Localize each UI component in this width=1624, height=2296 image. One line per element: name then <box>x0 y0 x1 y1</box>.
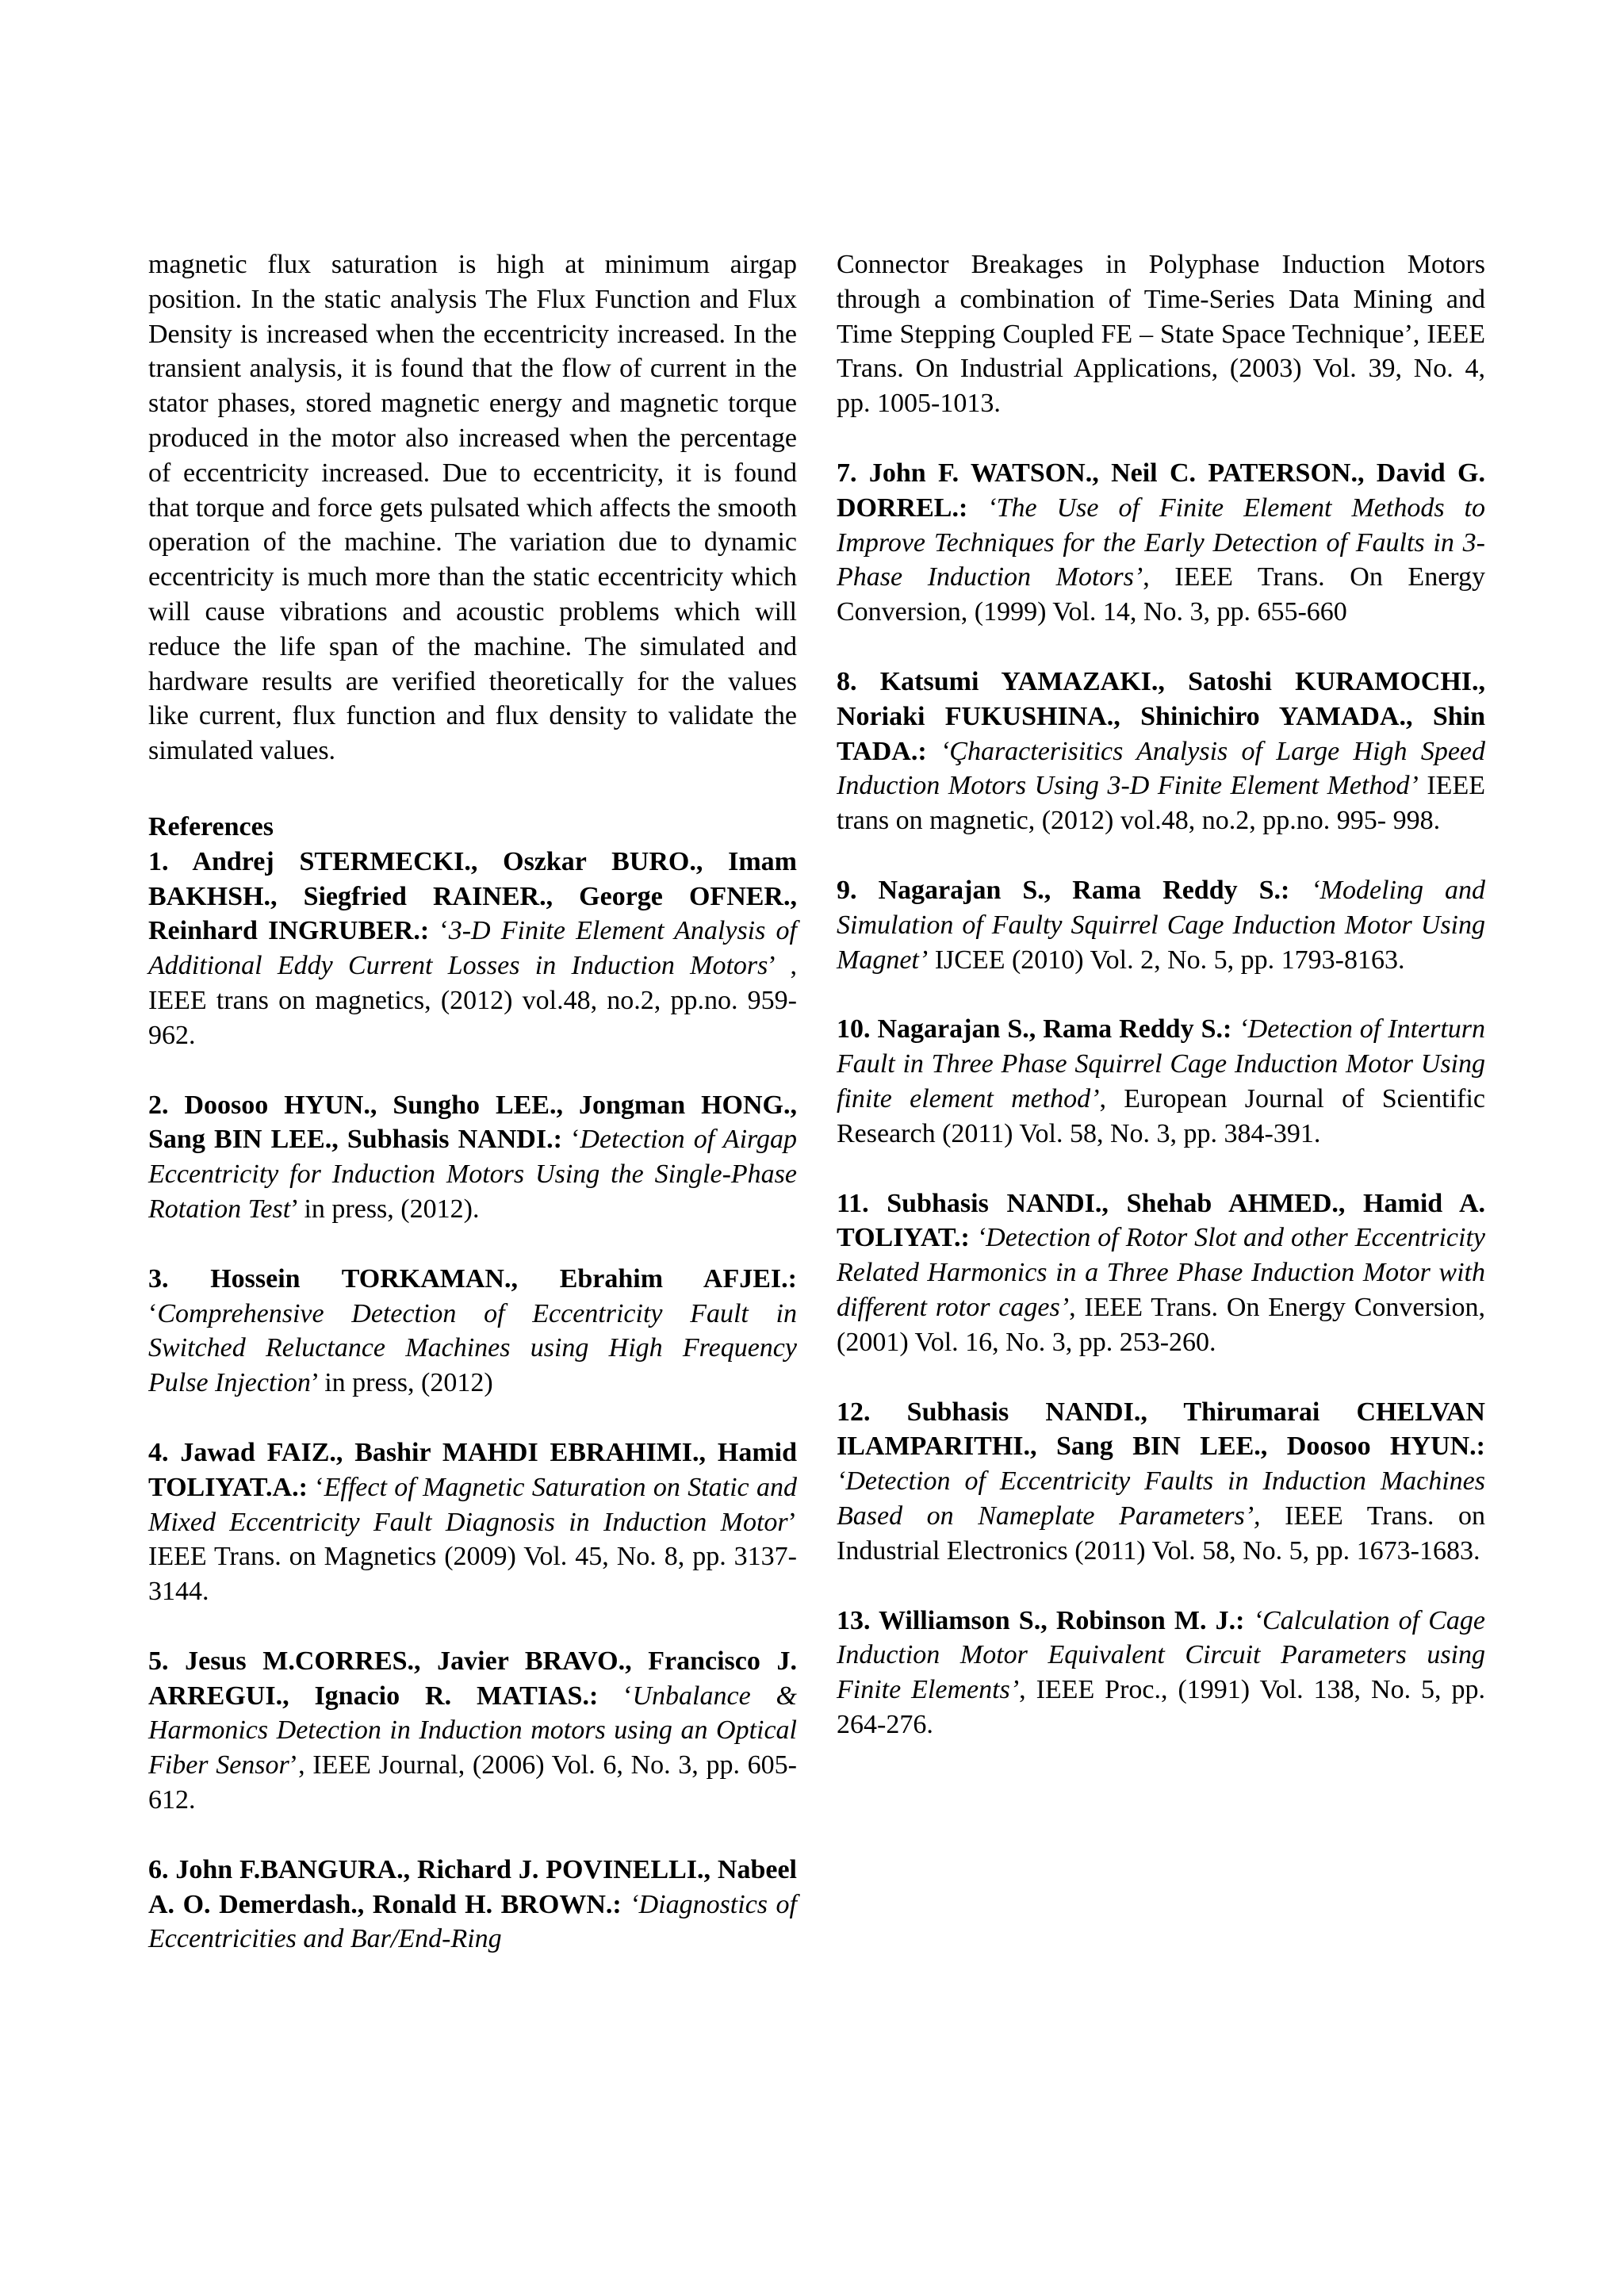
reference-list-right <box>837 456 1485 1742</box>
reference-item <box>837 1186 1485 1360</box>
reference-title: ‘Detection of Rotor Slot and other Eccentricity Related Harmonics in a Three Phase Induction Motor with different rotor cages’ <box>837 1223 1486 1322</box>
reference-item <box>148 1644 797 1818</box>
reference-authors: 4. Jawad FAIZ., Bashir MAHDI EBRAHIMI., Hamid TOLIYAT.A.: <box>148 1437 797 1502</box>
reference-authors: 12. Subhasis NANDI., Thirumarai CHELVAN ILAMPARITHI., Sang BIN LEE., Doosoo HYUN.: <box>837 1397 1485 1462</box>
reference-punct <box>927 737 940 766</box>
reference-item <box>148 845 797 1053</box>
reference-source: ’, IEEE Trans. On Industrial Applications, (2003) Vol. 39, No. 4, pp. 1005-1013. <box>837 319 1486 419</box>
reference-source: ’ in press, (2012). <box>290 1194 480 1224</box>
reference-punct: ‘ <box>598 1681 633 1711</box>
conclusion-paragraph: magnetic flux saturation is high at minimum airgap position. In the static analysis The Flux Function and Flux Density is increased when the eccentricity increased. In the transient analysis, it is found that the flow of current in the stator phases, stored magnetic energy and magnetic torque produced in the motor also increased when the percentage of eccentricity increased. Due to eccentricity, it is found that torque and force gets pulsated which affects the smooth operation of the machine. The variation due to dynamic eccentricity is much more than the static eccentricity which will cause vibrations and acoustic problems which will reduce the life span of the machine. The simulated and hardware results are verified theoretically for the values like current, flux function and flux density to validate the simulated values. <box>148 250 797 766</box>
reference-source: ’ IEEE Trans. on Magnetics (2009) Vol. 45, No. 8, pp. 3137- 3144. <box>148 1507 797 1607</box>
reference-item <box>837 1604 1485 1742</box>
reference-source: IEEE Trans. on Industrial Electronics (2011) Vol. 58, No. 5, pp. 1673-1683. <box>837 1501 1485 1566</box>
reference-source: , IEEE Trans. On Energy Conversion, (1999) Vol. 14, No. 3, pp. 655-660 <box>837 562 1485 627</box>
reference-continuation <box>837 247 1485 421</box>
reference-authors: 13. Williamson S., Robinson M. J.: <box>837 1605 1245 1635</box>
reference-authors: 8. Katsumi YAMAZAKI., Satoshi KURAMOCHI., Noriaki FUKUSHINA., Shinichiro YAMADA., Shin TADA.: <box>837 666 1485 766</box>
references-heading: References <box>148 811 274 841</box>
reference-item <box>837 1012 1485 1151</box>
reference-authors: 2. Doosoo HYUN., Sungho LEE., Jongman HONG., Sang BIN LEE., Subhasis NANDI.: <box>148 1090 797 1155</box>
reference-title: Detection of Airgap Eccentricity for Induction Motors Using the Single-Phase Rotation Test <box>148 1125 797 1224</box>
reference-punct <box>1289 876 1311 905</box>
reference-source: , IEEE Proc., (1991) Vol. 138, No. 5, pp. 264-276. <box>837 1675 1485 1739</box>
reference-authors: 7. John F. WATSON., Neil C. PATERSON., David G. DORREL.: <box>837 458 1485 523</box>
reference-item <box>837 873 1485 977</box>
reference-punct <box>622 1890 630 1919</box>
reference-item <box>837 1395 1485 1569</box>
reference-punct <box>970 1223 977 1252</box>
reference-source: ’ in press, (2012) <box>310 1368 493 1398</box>
reference-item <box>837 665 1485 838</box>
reference-title: Unbalance & Harmonics Detection in Induction motors using an Optical Fiber Sensor <box>148 1681 797 1780</box>
reference-punct: ‘ <box>429 916 449 946</box>
reference-item <box>148 1435 797 1609</box>
reference-authors: 9. Nagarajan S., Rama Reddy S.: <box>837 875 1290 905</box>
reference-item <box>148 1088 797 1227</box>
reference-punct: ‘ <box>148 1298 158 1328</box>
reference-authors: 6. John F.BANGURA., Richard J. POVINELLI., Nabeel A. O. Demerdash., Ronald H. BROWN.: <box>148 1854 797 1919</box>
reference-source: , IEEE Trans. On Energy Conversion, (2001) Vol. 16, No. 3, pp. 253-260. <box>837 1292 1486 1357</box>
right-column <box>837 247 1485 1777</box>
reference-title: ‘Diagnostics of Eccentricities and Bar/End-Ring <box>148 1889 798 1954</box>
reference-item <box>148 1262 797 1401</box>
reference-title: ‘The Use of Finite Element Methods to Improve Techniques for the Early Detection of Faults in 3-Phase Induction Motors’ <box>837 493 1486 592</box>
reference-source: , European Journal of Scientific Research (2011) Vol. 58, No. 3, pp. 384-391. <box>837 1083 1485 1148</box>
reference-title: ‘Modeling and Simulation of Faulty Squirrel Cage Induction Motor Using Magnet’ <box>837 875 1485 975</box>
reference-title: Effect of Magnetic Saturation on Static and Mixed Eccentricity Fault Diagnosis in Induction Motor <box>148 1472 797 1537</box>
reference-source: ’, IEEE Journal, (2006) Vol. 6, No. 3, pp. 605-612. <box>148 1750 797 1815</box>
reference-title: ‘Detection of Eccentricity Faults in Induction Machines Based on Nameplate Parameters’, <box>837 1466 1485 1531</box>
reference-authors: 11. Subhasis NANDI., Shehab AHMED., Hamid A. TOLIYAT.: <box>837 1188 1485 1253</box>
reference-title: ‘Detection of Interturn Fault in Three Phase Squirrel Cage Induction Motor Using finite element method’ <box>837 1014 1486 1114</box>
reference-source: ’ , IEEE trans on magnetics, (2012) vol.48, no.2, pp.no. 959- 962. <box>148 951 797 1050</box>
reference-punct <box>1231 1014 1239 1044</box>
reference-authors: 3. Hossein TORKAMAN., Ebrahim AFJEI.: <box>148 1263 797 1294</box>
left-column <box>148 247 797 1957</box>
reference-authors: 10. Nagarajan S., Rama Reddy S.: <box>837 1014 1232 1045</box>
reference-title: ‘Çharacterisitics Analysis of Large High Speed Induction Motors Using 3-D Finite Element Method’ <box>837 736 1485 801</box>
reference-title: 3-D Finite Element Analysis of Additional Eddy Current Losses in Induction Motors <box>148 916 797 981</box>
reference-title: ‘Calculation of Cage Induction Motor Equivalent Circuit Parameters using Finite Elements’ <box>837 1605 1485 1705</box>
reference-source: IJCEE (2010) Vol. 2, No. 5, pp. 1793-8163. <box>928 945 1405 975</box>
reference-title: Comprehensive Detection of Eccentricity Fault in Switched Reluctance Machines using High Frequency Pulse Injection <box>148 1298 797 1398</box>
reference-list-left <box>148 845 797 1957</box>
reference-source: IEEE trans on magnetic, (2012) vol.48, no.2, pp.no. 995- 998. <box>837 771 1485 836</box>
reference-item <box>837 456 1485 630</box>
reference-title: Connector Breakages in Polyphase Induction Motors through a combination of Time-Series Data Mining and Time Stepping Coupled FE – State Space Technique <box>837 250 1485 349</box>
reference-authors: 5. Jesus M.CORRES., Javier BRAVO., Francisco J. ARREGUI., Ignacio R. MATIAS.: <box>148 1646 797 1711</box>
reference-authors: 1. Andrej STERMECKI., Oszkar BURO., Imam BAKHSH., Siegfried RAINER., George OFNER., Reinhard INGRUBER.: <box>148 846 797 946</box>
reference-punct <box>967 493 987 523</box>
reference-item <box>148 1853 797 1957</box>
reference-punct: ‘ <box>561 1125 580 1155</box>
reference-punct: ‘ <box>307 1472 324 1502</box>
reference-punct <box>1244 1606 1253 1635</box>
